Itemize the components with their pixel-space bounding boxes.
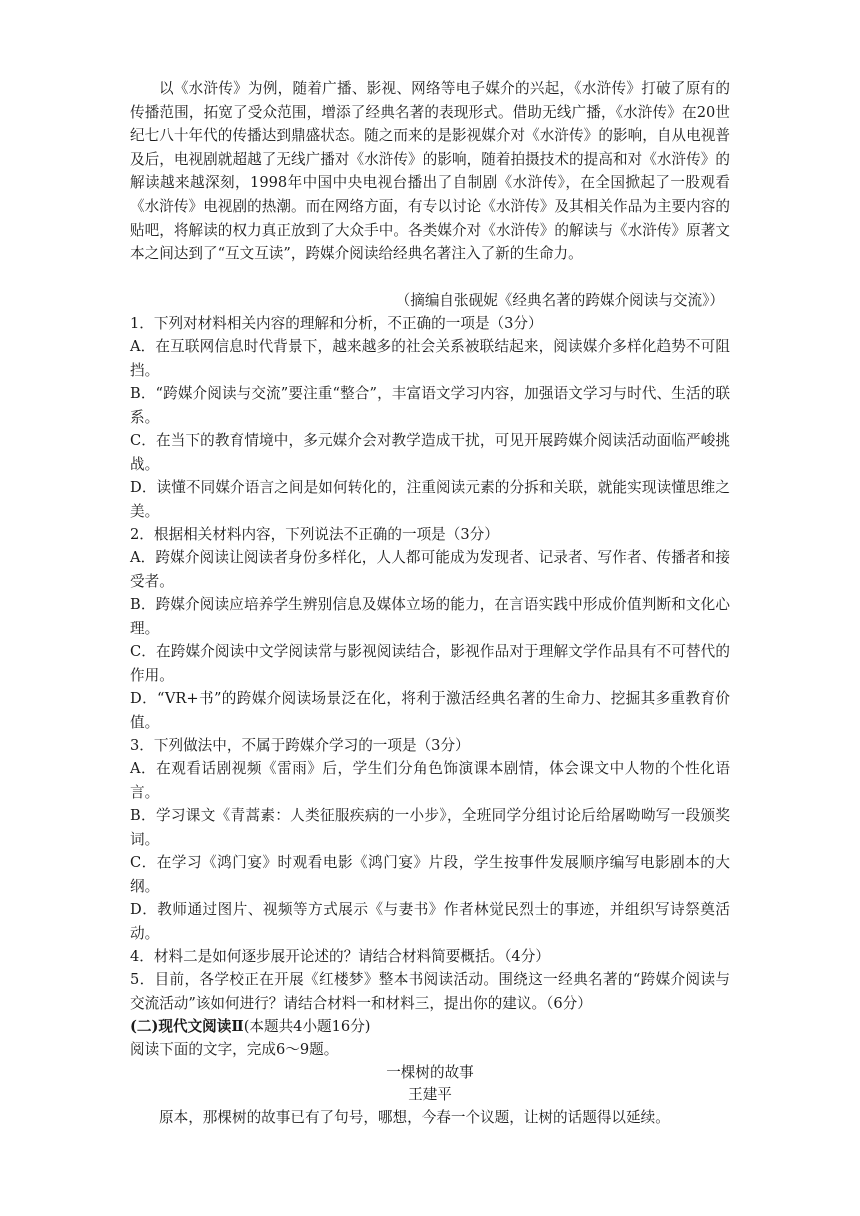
option-a: A．在观看话剧视频《雷雨》后，学生们分角色饰演课本剧情，体会课文中人物的个性化语言。: [130, 760, 730, 801]
option-a: A．跨媒介阅读让阅读者身份多样化，人人都可能成为发现者、记录者、写作者、传播者和接受者。: [130, 549, 730, 590]
reading-instruction: 阅读下面的文字，完成6～9题。: [130, 1041, 339, 1058]
option-c: C．在学习《鸿门宴》时观看电影《鸿门宴》片段，学生按事件发展顺序编写电影剧本的大纲。: [130, 854, 730, 895]
option-d: D．读懂不同媒介语言之间是如何转化的，注重阅读元素的分拆和关联，就能实现读懂思维之美。: [130, 479, 730, 520]
passage-paragraph: 以《水浒传》为例，随着广播、影视、网络等电子媒介的兴起，《水浒传》打破了原有的传播范围，拓宽了受众范围，增添了经典名著的表现形式。借助无线广播，《水浒传》在20世纪七八十年代的传播达到鼎盛状态。随之而来的是影视媒介对《水浒传》的影响，自从电视普及后，电视剧就超越了无线广播对《水浒传》的影响，随着拍摄技术的提高和对《水浒传》的解读越来越深刻，1998年中国中央电视台播出了自制剧《水浒传》，在全国掀起了一股观看《水浒传》电视剧的热潮。而在网络方面，有专以讨论《水浒传》及其相关作品为主要内容的贴吧，将解读的权力真正放到了大众手中。各类媒介对《水浒传》的解读与《水浒传》原著文本之间达到了“互文互读”，跨媒介阅读给经典名著注入了新的生命力。: [130, 80, 730, 263]
passage-source: （摘编自张砚妮《经典名著的跨媒介阅读与交流》）: [395, 292, 724, 309]
option-c: C．在当下的教育情境中，多元媒介会对教学造成干扰，可见开展跨媒介阅读活动面临严峻挑战。: [130, 432, 730, 473]
question-stem: 1．下列对材料相关内容的理解和分析，不正确的一项是（3分）: [130, 315, 543, 332]
option-b: B．“跨媒介阅读与交流”要注重“整合”，丰富语文学习内容，加强语文学习与时代、生活的联系。: [130, 385, 730, 426]
option-b: B．跨媒介阅读应培养学生辨别信息及媒体立场的能力，在言语实践中形成价值判断和文化心理。: [130, 596, 730, 637]
story-author: 王建平: [408, 1086, 452, 1103]
option-d: D．“VR+书”的跨媒介阅读场景泛在化，将利于激活经典名著的生命力、挖掘其多重教育价值。: [130, 690, 730, 731]
option-a: A．在互联网信息时代背景下，越来越多的社会关系被联结起来，阅读媒介多样化趋势不可阻挡。: [130, 338, 730, 379]
question-5: 5．目前，各学校正在开展《红楼梦》整本书阅读活动。围绕这一经典名著的“跨媒介阅读与交流活动”该如何进行？请结合材料一和材料三，提出你的建议。（6分）: [130, 971, 730, 1012]
option-c: C．在跨媒介阅读中文学阅读常与影视阅读结合，影视作品对于理解文学作品具有不可替代的作用。: [130, 643, 730, 684]
question-4: 4．材料二是如何逐步展开论述的？请结合材料简要概括。（4分）: [130, 948, 550, 965]
story-title: 一棵树的故事: [386, 1064, 474, 1081]
option-d: D．教师通过图片、视频等方式展示《与妻书》作者林觉民烈士的事迹，并组织写诗祭奠活动。: [130, 901, 730, 942]
story-first-line: 原本，那棵树的故事已有了句号，哪想，今春一个议题，让树的话题得以延续。: [159, 1109, 670, 1126]
section-heading-title: (二)现代文阅读Ⅱ: [130, 1018, 244, 1035]
question-stem: 3．下列做法中，不属于跨媒介学习的一项是（3分）: [130, 737, 470, 754]
option-b: B．学习课文《青蒿素：人类征服疾病的一小步》，全班同学分组讨论后给屠呦呦写一段颁奖词。: [130, 807, 730, 848]
section-heading-note: (本题共4小题16分): [243, 1018, 371, 1035]
question-stem: 2．根据相关材料内容，下列说法不正确的一项是（3分）: [130, 526, 499, 543]
section-heading: [130, 1015, 730, 1039]
